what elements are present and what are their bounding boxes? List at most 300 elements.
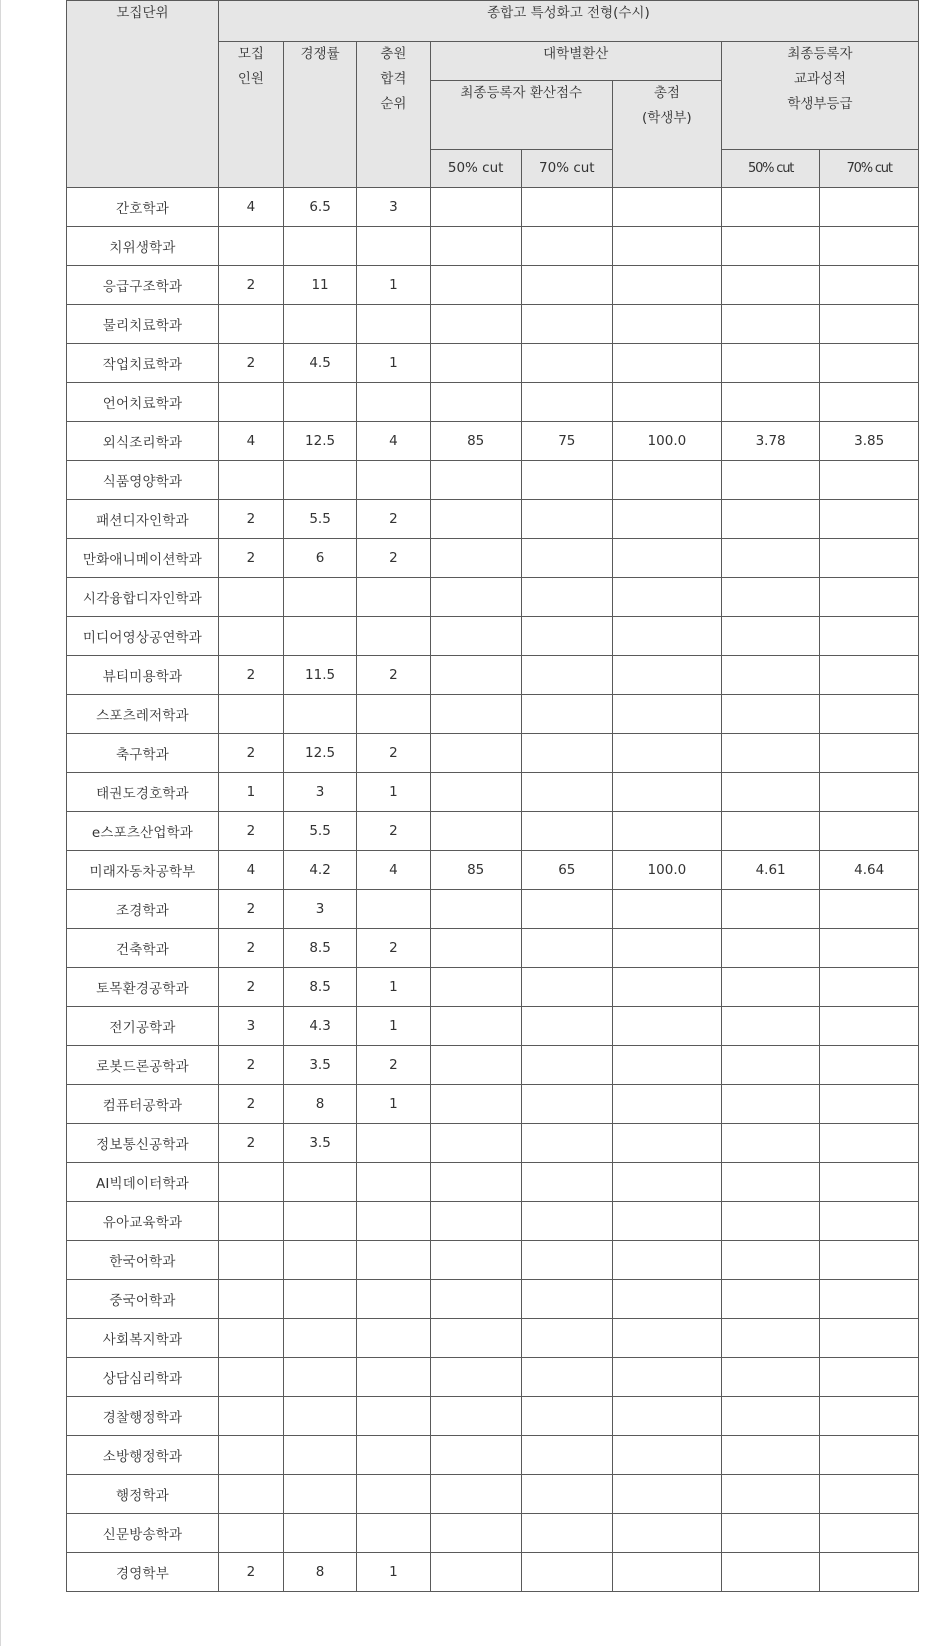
dept-cell: 컴퓨터공학과	[67, 1085, 219, 1124]
dept-cell: 경찰행정학과	[67, 1397, 219, 1436]
table-row	[67, 1280, 919, 1319]
waitlist-rank-cell	[357, 1436, 430, 1475]
header-score-cut50: 50% cut	[430, 150, 521, 188]
score-cut70-cell: 75	[521, 422, 612, 461]
total-score-cell	[612, 227, 721, 266]
waitlist-rank-cell	[357, 890, 430, 929]
score-cut50-cell	[430, 383, 521, 422]
header-total-line1: 총점	[653, 85, 680, 101]
grade-cut50-cell	[721, 500, 819, 539]
recruit-count-cell	[218, 1163, 283, 1202]
waitlist-rank-cell: 2	[357, 500, 430, 539]
grade-cut70-cell	[820, 500, 919, 539]
grade-cut50-cell	[721, 1046, 819, 1085]
table-row	[67, 383, 919, 422]
grade-cut70-cell	[820, 1397, 919, 1436]
grade-cut50-cell	[721, 929, 819, 968]
grade-cut70-cell	[820, 773, 919, 812]
score-cut70-cell	[521, 656, 612, 695]
competition-rate-cell	[283, 1475, 356, 1514]
table-row	[67, 1202, 919, 1241]
waitlist-rank-cell: 4	[357, 851, 430, 890]
total-score-cell	[612, 1163, 721, 1202]
dept-cell: 신문방송학과	[67, 1514, 219, 1553]
recruit-count-cell: 2	[218, 1124, 283, 1163]
header-conversion-score: 최종등록자 환산점수	[430, 81, 612, 150]
score-cut70-cell	[521, 734, 612, 773]
grade-cut70-cell	[820, 1475, 919, 1514]
score-cut70-cell	[521, 1553, 612, 1592]
score-cut50-cell	[430, 1319, 521, 1358]
dept-cell: 뷰티미용학과	[67, 656, 219, 695]
recruit-count-cell: 2	[218, 344, 283, 383]
recruit-count-cell	[218, 617, 283, 656]
competition-rate-cell	[283, 617, 356, 656]
competition-rate-cell	[283, 1280, 356, 1319]
competition-rate-cell	[283, 695, 356, 734]
total-score-cell	[612, 539, 721, 578]
dept-cell: 패션디자인학과	[67, 500, 219, 539]
table-row	[67, 773, 919, 812]
competition-rate-cell: 8.5	[283, 968, 356, 1007]
score-cut50-cell	[430, 1046, 521, 1085]
waitlist-rank-cell	[357, 1319, 430, 1358]
recruit-count-cell: 2	[218, 1553, 283, 1592]
grade-cut50-cell	[721, 968, 819, 1007]
header-group: 종합고 특성화고 전형(수시)	[218, 1, 918, 42]
table-row	[67, 305, 919, 344]
header-total-line2: (학생부)	[642, 110, 692, 126]
table-row	[67, 1085, 919, 1124]
grade-cut50-cell	[721, 1514, 819, 1553]
table-row	[67, 266, 919, 305]
grade-cut50-cell	[721, 1553, 819, 1592]
grade-cut50-cell: 4.61	[721, 851, 819, 890]
table-row	[67, 812, 919, 851]
waitlist-rank-cell	[357, 305, 430, 344]
table-body	[67, 188, 919, 1592]
competition-rate-cell: 4.2	[283, 851, 356, 890]
recruit-count-cell: 2	[218, 539, 283, 578]
header-waitlist-rank	[357, 42, 430, 188]
score-cut70-cell	[521, 1046, 612, 1085]
score-cut70-cell	[521, 1007, 612, 1046]
header-recruit-line1: 모집	[237, 46, 264, 62]
waitlist-rank-cell: 4	[357, 422, 430, 461]
recruit-count-cell: 2	[218, 500, 283, 539]
table-row	[67, 968, 919, 1007]
grade-cut70-cell: 3.85	[820, 422, 919, 461]
recruit-count-cell: 2	[218, 890, 283, 929]
table-row	[67, 344, 919, 383]
recruit-count-cell: 2	[218, 656, 283, 695]
score-cut50-cell: 85	[430, 851, 521, 890]
header-waitlist-line2: 합격	[380, 71, 407, 87]
waitlist-rank-cell	[357, 383, 430, 422]
dept-cell: 미디어영상공연학과	[67, 617, 219, 656]
waitlist-rank-cell: 2	[357, 656, 430, 695]
waitlist-rank-cell	[357, 1124, 430, 1163]
grade-cut70-cell	[820, 1085, 919, 1124]
recruit-count-cell	[218, 1319, 283, 1358]
header-unit: 모집단위	[67, 1, 219, 188]
waitlist-rank-cell: 2	[357, 734, 430, 773]
total-score-cell	[612, 812, 721, 851]
competition-rate-cell	[283, 1436, 356, 1475]
waitlist-rank-cell: 1	[357, 968, 430, 1007]
table-row	[67, 461, 919, 500]
table-row	[67, 578, 919, 617]
competition-rate-cell: 8	[283, 1085, 356, 1124]
grade-cut50-cell	[721, 890, 819, 929]
waitlist-rank-cell: 1	[357, 1007, 430, 1046]
dept-cell: 식품영양학과	[67, 461, 219, 500]
competition-rate-cell: 4.5	[283, 344, 356, 383]
grade-cut70-cell	[820, 1007, 919, 1046]
recruit-count-cell: 2	[218, 266, 283, 305]
competition-rate-cell	[283, 383, 356, 422]
dept-cell: 언어치료학과	[67, 383, 219, 422]
score-cut70-cell	[521, 344, 612, 383]
dept-cell: 만화애니메이션학과	[67, 539, 219, 578]
table-row	[67, 1514, 919, 1553]
grade-cut70-cell	[820, 539, 919, 578]
header-grade	[721, 42, 918, 150]
score-cut70-cell	[521, 383, 612, 422]
recruit-count-cell: 2	[218, 1085, 283, 1124]
total-score-cell	[612, 1202, 721, 1241]
competition-rate-cell: 3.5	[283, 1124, 356, 1163]
total-score-cell	[612, 578, 721, 617]
total-score-cell	[612, 1397, 721, 1436]
grade-cut70-cell	[820, 890, 919, 929]
grade-cut70-cell	[820, 383, 919, 422]
total-score-cell	[612, 773, 721, 812]
table-row	[67, 890, 919, 929]
score-cut70-cell	[521, 1358, 612, 1397]
score-cut50-cell	[430, 1358, 521, 1397]
grade-cut70-cell	[820, 305, 919, 344]
table-row	[67, 656, 919, 695]
total-score-cell: 100.0	[612, 422, 721, 461]
table-header	[67, 1, 919, 188]
waitlist-rank-cell: 1	[357, 266, 430, 305]
grade-cut50-cell	[721, 617, 819, 656]
grade-cut70-cell	[820, 1241, 919, 1280]
waitlist-rank-cell	[357, 617, 430, 656]
dept-cell: 간호학과	[67, 188, 219, 227]
grade-cut70-cell	[820, 968, 919, 1007]
score-cut70-cell	[521, 968, 612, 1007]
score-cut50-cell	[430, 1475, 521, 1514]
grade-cut50-cell	[721, 1280, 819, 1319]
grade-cut70-cell	[820, 1124, 919, 1163]
score-cut70-cell	[521, 773, 612, 812]
table-row	[67, 1124, 919, 1163]
recruit-count-cell	[218, 461, 283, 500]
score-cut70-cell	[521, 1475, 612, 1514]
score-cut70-cell	[521, 1085, 612, 1124]
header-conversion: 대학별환산	[430, 42, 721, 81]
total-score-cell	[612, 617, 721, 656]
grade-cut50-cell	[721, 1202, 819, 1241]
grade-cut70-cell	[820, 812, 919, 851]
grade-cut50-cell	[721, 1241, 819, 1280]
table-row	[67, 500, 919, 539]
competition-rate-cell: 3.5	[283, 1046, 356, 1085]
score-cut50-cell	[430, 305, 521, 344]
total-score-cell	[612, 266, 721, 305]
total-score-cell	[612, 461, 721, 500]
grade-cut70-cell	[820, 1319, 919, 1358]
competition-rate-cell: 8	[283, 1553, 356, 1592]
recruit-count-cell	[218, 1436, 283, 1475]
dept-cell: 유아교육학과	[67, 1202, 219, 1241]
table-row	[67, 1553, 919, 1592]
grade-cut50-cell	[721, 1163, 819, 1202]
competition-rate-cell: 8.5	[283, 929, 356, 968]
grade-cut50-cell	[721, 1436, 819, 1475]
total-score-cell	[612, 968, 721, 1007]
grade-cut70-cell	[820, 1163, 919, 1202]
dept-cell: 응급구조학과	[67, 266, 219, 305]
total-score-cell	[612, 1475, 721, 1514]
total-score-cell	[612, 1514, 721, 1553]
waitlist-rank-cell: 2	[357, 929, 430, 968]
recruit-count-cell: 4	[218, 422, 283, 461]
total-score-cell	[612, 1280, 721, 1319]
header-waitlist-line3: 순위	[380, 96, 407, 112]
dept-cell: 행정학과	[67, 1475, 219, 1514]
waitlist-rank-cell: 2	[357, 812, 430, 851]
table-row	[67, 1046, 919, 1085]
score-cut50-cell	[430, 1124, 521, 1163]
grade-cut50-cell	[721, 656, 819, 695]
total-score-cell	[612, 1046, 721, 1085]
dept-cell: 물리치료학과	[67, 305, 219, 344]
waitlist-rank-cell	[357, 1163, 430, 1202]
header-score-cut70: 70% cut	[521, 150, 612, 188]
recruit-count-cell	[218, 1397, 283, 1436]
score-cut50-cell	[430, 461, 521, 500]
score-cut50-cell	[430, 500, 521, 539]
table-row	[67, 1163, 919, 1202]
grade-cut50-cell	[721, 188, 819, 227]
recruit-count-cell: 2	[218, 968, 283, 1007]
recruit-count-cell	[218, 695, 283, 734]
table-row	[67, 188, 919, 227]
recruit-count-cell	[218, 227, 283, 266]
score-cut50-cell	[430, 734, 521, 773]
dept-cell: 소방행정학과	[67, 1436, 219, 1475]
grade-cut50-cell	[721, 383, 819, 422]
recruit-count-cell	[218, 578, 283, 617]
grade-cut50-cell	[721, 773, 819, 812]
score-cut70-cell	[521, 578, 612, 617]
score-cut70-cell	[521, 188, 612, 227]
competition-rate-cell: 3	[283, 890, 356, 929]
total-score-cell	[612, 1085, 721, 1124]
grade-cut70-cell	[820, 1514, 919, 1553]
dept-cell: 정보통신공학과	[67, 1124, 219, 1163]
grade-cut70-cell	[820, 734, 919, 773]
grade-cut70-cell	[820, 227, 919, 266]
grade-cut70-cell	[820, 344, 919, 383]
score-cut50-cell	[430, 812, 521, 851]
dept-cell: 작업치료학과	[67, 344, 219, 383]
competition-rate-cell	[283, 1358, 356, 1397]
total-score-cell	[612, 305, 721, 344]
waitlist-rank-cell	[357, 1358, 430, 1397]
table-row	[67, 422, 919, 461]
recruit-count-cell: 2	[218, 812, 283, 851]
competition-rate-cell: 11.5	[283, 656, 356, 695]
recruit-count-cell	[218, 1280, 283, 1319]
grade-cut50-cell	[721, 1007, 819, 1046]
dept-cell: e스포츠산업학과	[67, 812, 219, 851]
recruit-count-cell: 4	[218, 851, 283, 890]
score-cut70-cell	[521, 461, 612, 500]
recruit-count-cell	[218, 383, 283, 422]
dept-cell: 축구학과	[67, 734, 219, 773]
dept-cell: 전기공학과	[67, 1007, 219, 1046]
total-score-cell	[612, 734, 721, 773]
score-cut50-cell	[430, 1553, 521, 1592]
competition-rate-cell: 5.5	[283, 812, 356, 851]
grade-cut50-cell	[721, 461, 819, 500]
competition-rate-cell	[283, 578, 356, 617]
dept-cell: AI빅데이터학과	[67, 1163, 219, 1202]
total-score-cell	[612, 1241, 721, 1280]
total-score-cell	[612, 1436, 721, 1475]
table-row	[67, 539, 919, 578]
waitlist-rank-cell	[357, 578, 430, 617]
table-row	[67, 929, 919, 968]
grade-cut50-cell	[721, 266, 819, 305]
grade-cut70-cell	[820, 1436, 919, 1475]
score-cut70-cell	[521, 1436, 612, 1475]
score-cut70-cell	[521, 1280, 612, 1319]
competition-rate-cell: 12.5	[283, 422, 356, 461]
score-cut70-cell	[521, 1202, 612, 1241]
score-cut70-cell	[521, 1124, 612, 1163]
grade-cut70-cell	[820, 617, 919, 656]
grade-cut50-cell	[721, 1085, 819, 1124]
score-cut70-cell	[521, 890, 612, 929]
grade-cut70-cell	[820, 1046, 919, 1085]
grade-cut70-cell	[820, 578, 919, 617]
competition-rate-cell	[283, 1163, 356, 1202]
total-score-cell	[612, 695, 721, 734]
grade-cut70-cell	[820, 461, 919, 500]
competition-rate-cell: 5.5	[283, 500, 356, 539]
score-cut50-cell	[430, 1163, 521, 1202]
score-cut50-cell	[430, 227, 521, 266]
score-cut70-cell	[521, 1397, 612, 1436]
grade-cut50-cell	[721, 695, 819, 734]
dept-cell: 태권도경호학과	[67, 773, 219, 812]
grade-cut70-cell	[820, 266, 919, 305]
score-cut70-cell	[521, 812, 612, 851]
dept-cell: 로봇드론공학과	[67, 1046, 219, 1085]
competition-rate-cell	[283, 227, 356, 266]
dept-cell: 조경학과	[67, 890, 219, 929]
score-cut50-cell	[430, 1397, 521, 1436]
header-grade-line2: 교과성적	[793, 71, 847, 87]
total-score-cell	[612, 344, 721, 383]
recruit-count-cell: 3	[218, 1007, 283, 1046]
score-cut70-cell	[521, 1319, 612, 1358]
score-cut70-cell	[521, 1241, 612, 1280]
dept-cell: 시각융합디자인학과	[67, 578, 219, 617]
total-score-cell	[612, 1007, 721, 1046]
score-cut70-cell	[521, 500, 612, 539]
recruit-count-cell	[218, 1202, 283, 1241]
waitlist-rank-cell: 1	[357, 773, 430, 812]
total-score-cell	[612, 500, 721, 539]
score-cut50-cell	[430, 188, 521, 227]
waitlist-rank-cell	[357, 1397, 430, 1436]
table-row	[67, 851, 919, 890]
recruit-count-cell	[218, 1358, 283, 1397]
grade-cut50-cell: 3.78	[721, 422, 819, 461]
score-cut50-cell	[430, 929, 521, 968]
recruit-count-cell: 4	[218, 188, 283, 227]
waitlist-rank-cell	[357, 1202, 430, 1241]
total-score-cell	[612, 929, 721, 968]
total-score-cell	[612, 1553, 721, 1592]
score-cut50-cell	[430, 968, 521, 1007]
grade-cut50-cell	[721, 578, 819, 617]
waitlist-rank-cell	[357, 227, 430, 266]
competition-rate-cell	[283, 1202, 356, 1241]
table-row	[67, 734, 919, 773]
dept-cell: 외식조리학과	[67, 422, 219, 461]
competition-rate-cell	[283, 1514, 356, 1553]
dept-cell: 건축학과	[67, 929, 219, 968]
waitlist-rank-cell	[357, 1241, 430, 1280]
waitlist-rank-cell	[357, 461, 430, 500]
competition-rate-cell	[283, 461, 356, 500]
recruit-count-cell: 2	[218, 734, 283, 773]
table-row	[67, 1475, 919, 1514]
score-cut50-cell	[430, 695, 521, 734]
score-cut50-cell	[430, 1085, 521, 1124]
competition-rate-cell	[283, 1397, 356, 1436]
dept-cell: 경영학부	[67, 1553, 219, 1592]
waitlist-rank-cell: 2	[357, 539, 430, 578]
score-cut50-cell	[430, 539, 521, 578]
competition-rate-cell: 6	[283, 539, 356, 578]
waitlist-rank-cell: 1	[357, 1085, 430, 1124]
score-cut70-cell	[521, 695, 612, 734]
table-row	[67, 1436, 919, 1475]
grade-cut70-cell	[820, 656, 919, 695]
table-row	[67, 1319, 919, 1358]
score-cut50-cell	[430, 773, 521, 812]
waitlist-rank-cell	[357, 1280, 430, 1319]
dept-cell: 토목환경공학과	[67, 968, 219, 1007]
competition-rate-cell	[283, 305, 356, 344]
recruit-count-cell	[218, 1241, 283, 1280]
score-cut50-cell	[430, 578, 521, 617]
grade-cut70-cell: 4.64	[820, 851, 919, 890]
grade-cut50-cell	[721, 1124, 819, 1163]
total-score-cell	[612, 188, 721, 227]
dept-cell: 미래자동차공학부	[67, 851, 219, 890]
table-row	[67, 695, 919, 734]
header-recruit-line2: 인원	[237, 71, 264, 87]
